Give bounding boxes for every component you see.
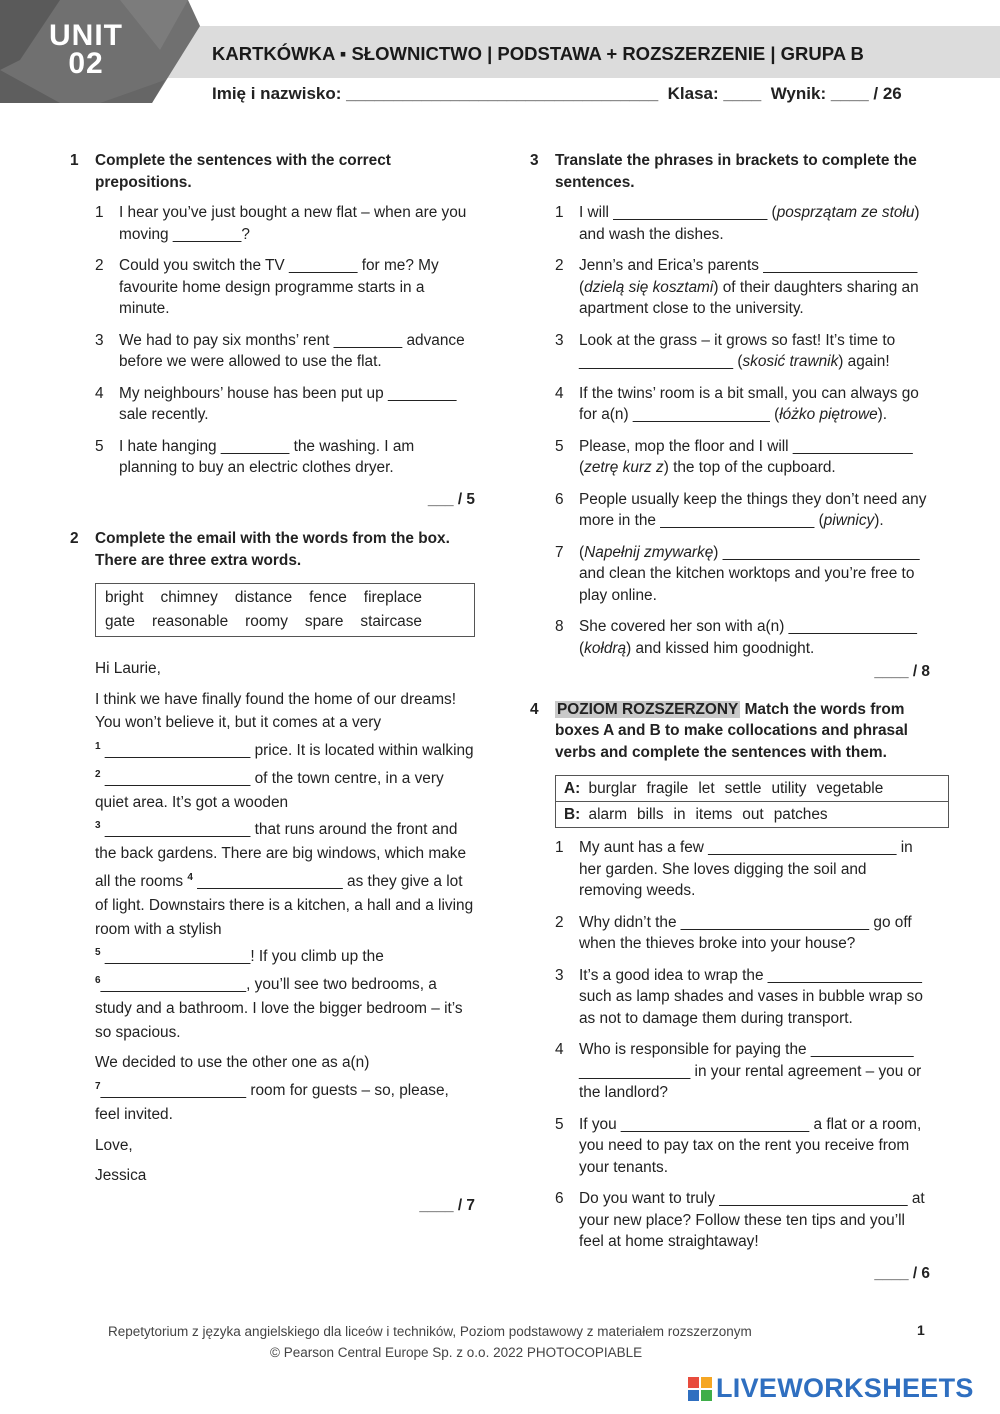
email-signature: Jessica xyxy=(95,1167,147,1185)
list-item[interactable]: 4 If the twins’ room is a bit small, you can always go for a(n) ________________ (łóżko piętrowe). xyxy=(555,384,919,423)
name-label: Imię i nazwisko: xyxy=(212,84,342,103)
unit-word: UNIT xyxy=(49,19,123,52)
item-number: 4 xyxy=(555,1041,564,1058)
item-text[interactable]: Do you want to truly ______________________ at your new place? Follow these ten tips and you’ll feel at home straightaway! xyxy=(579,1190,925,1250)
item-text[interactable]: It’s a good idea to wrap the __________________ such as lamp shades and vases in bubble wrap so as not to damage them during transport. xyxy=(579,966,923,1027)
list-item[interactable]: 1 I will __________________ (posprzątam ze stołu) and wash the dishes. xyxy=(555,204,920,243)
class-field[interactable]: ____ xyxy=(723,84,762,103)
box-b: B: alarm bills in items out patches xyxy=(556,801,948,827)
gap-number: 5 xyxy=(95,947,101,959)
word-option: fragile xyxy=(646,780,689,797)
gap-number: 4 xyxy=(187,872,193,883)
email-paragraph[interactable]: We decided to use the other one as a(n) $^7$_________________ room for guests – so, please, feel invited. xyxy=(95,1054,449,1123)
word-option: bright xyxy=(105,589,144,606)
name-field[interactable]: _________________________________ xyxy=(346,84,659,103)
list-item xyxy=(95,436,475,479)
task-number: 1 xyxy=(70,152,79,169)
score-label: Wynik: xyxy=(770,84,827,103)
item-number: 8 xyxy=(555,618,564,635)
item-text[interactable]: We had to pay six months’ rent ________ advance before we were allowed to use the flat. xyxy=(119,331,465,370)
gap-number: 7 xyxy=(95,1081,101,1092)
item-number: 3 xyxy=(95,331,104,349)
task-score: ____ / 8 xyxy=(874,663,930,680)
task-score: ____ / 6 xyxy=(874,1264,930,1282)
list-item[interactable]: 5 Please, mop the floor and I will ______________ (zetrę kurz z) the top of the cupboard. xyxy=(555,437,913,476)
footer-credit: Repetytorium z języka angielskiego dla liceów i techników, Poziom podstawowy z materiałem rozszerzonym xyxy=(108,1324,752,1339)
word-option: gate xyxy=(105,613,135,630)
item-number: 5 xyxy=(555,1115,564,1133)
task-instruction: Complete the sentences with the correct prepositions. xyxy=(95,152,391,191)
word-option: bills xyxy=(637,806,664,823)
level-tag: POZIOM ROZSZERZONY xyxy=(557,700,739,718)
item-number: 7 xyxy=(555,543,564,561)
item-number: 3 xyxy=(555,966,564,984)
item-text[interactable]: Could you switch the TV ________ for me? My favourite home design programme starts in a minute. xyxy=(119,257,439,317)
item-text[interactable]: I hear you’ve just bought a new flat – when are you moving ________? xyxy=(119,204,467,243)
item-number: 4 xyxy=(555,384,564,402)
word-option: chimney xyxy=(160,589,218,606)
task-number: 2 xyxy=(70,530,79,547)
list-item xyxy=(555,912,930,955)
word-option: roomy xyxy=(245,613,288,630)
item-number: 1 xyxy=(555,839,564,856)
student-info-line xyxy=(212,82,902,106)
item-number: 1 xyxy=(555,204,564,221)
class-label: Klasa: xyxy=(667,84,719,103)
list-item xyxy=(555,837,930,902)
item-text[interactable]: If you ______________________ a flat or a room, you need to pay tax on the rent you receive from your tenants. xyxy=(579,1115,922,1176)
word-option: staircase xyxy=(360,613,422,630)
item-text[interactable]: My neighbours’ house has been put up ________ sale recently. xyxy=(119,384,457,423)
email-paragraph[interactable]: I think we have finally found the home of our dreams! You won’t believe it, but it comes at a very $^1$ _________________ price. It is located within walking $^2$ _________________ of the town centre, in a very quiet area. It’s got a wooden $^3$ _________________ that runs around the front and the back gardens. There are big windows, which make all the rooms $^4$ _________________ as they give a lot of light. Downstairs there is a kitchen, a hall and a living room with a stylish $^5$ _________________! If you climb up the $^6$_________________, you’ll see two bedrooms, a study and a bathroom. I love the bigger bedroom – it’s so spacious. xyxy=(95,690,474,1041)
gap-number: 3 xyxy=(95,820,101,832)
item-number: 2 xyxy=(555,257,564,274)
email-closing: Love, xyxy=(95,1136,133,1154)
item-number: 5 xyxy=(555,437,564,455)
score-total: / 26 xyxy=(873,84,902,103)
word-option: fireplace xyxy=(363,589,422,606)
list-item xyxy=(95,383,475,426)
task-3 xyxy=(530,150,930,683)
liveworksheets-logo-icon xyxy=(688,1377,712,1401)
task-2 xyxy=(70,528,475,1216)
task-instruction: POZIOM ROZSZERZONY Match the words from boxes A and B to make collocations and phrasal verbs and complete the sentences with them. xyxy=(555,700,908,761)
list-item xyxy=(555,1114,930,1179)
item-number: 6 xyxy=(555,490,564,508)
task-instruction: Translate the phrases in brackets to complete the sentences. xyxy=(555,152,917,191)
list-item[interactable]: 2 Jenn’s and Erica’s parents __________________ (dzielą się kosztami) of their daughters sharing an apartment close to the university. xyxy=(555,257,919,317)
word-option: distance xyxy=(234,589,293,606)
task-score: ___ / 5 xyxy=(427,490,475,508)
unit-number: 02 xyxy=(68,47,104,80)
item-number: 4 xyxy=(95,384,104,402)
task-1-items xyxy=(95,202,475,479)
word-box-row xyxy=(105,610,465,634)
word-option: let xyxy=(698,780,715,797)
left-column xyxy=(70,150,475,1216)
list-item xyxy=(95,255,475,320)
unit-label xyxy=(38,19,134,80)
task-4 xyxy=(530,699,930,1285)
liveworksheets-logo[interactable] xyxy=(688,1372,974,1406)
liveworksheets-wordmark: LIVEWORKSHEETS xyxy=(716,1373,974,1404)
word-option: burglar xyxy=(588,780,637,797)
item-text[interactable]: Why didn’t the ______________________ go off when the thieves broke into your house? xyxy=(579,913,912,952)
word-option: in xyxy=(673,806,686,823)
email-text xyxy=(95,657,475,1188)
word-option: spare xyxy=(304,613,344,630)
word-option: items xyxy=(695,806,733,823)
word-option: utility xyxy=(771,780,807,797)
email-greeting: Hi Laurie, xyxy=(95,660,161,677)
list-item[interactable]: 7 (Napełnij zmywarkę) _______________________ and clean the kitchen worktops and you’re free to play online. xyxy=(555,543,920,604)
footer-copyright: © Pearson Central Europe Sp. z o.o. 2022 PHOTOCOPIABLE xyxy=(270,1345,643,1360)
list-item xyxy=(555,1188,930,1253)
page-title: KARTKÓWKA ▪ SŁOWNICTWO | PODSTAWA + ROZSZERZENIE | GRUPA B xyxy=(212,43,864,64)
list-item[interactable]: 8 She covered her son with a(n) _______________ (kołdrą) and kissed him goodnight. xyxy=(555,618,917,657)
task-score: ____ / 7 xyxy=(419,1196,475,1214)
task-3-items xyxy=(555,202,930,659)
task-number: 3 xyxy=(530,152,539,169)
item-number: 2 xyxy=(555,913,564,931)
right-column xyxy=(530,150,930,1284)
word-option: reasonable xyxy=(151,613,229,630)
word-option: vegetable xyxy=(816,780,884,797)
list-item xyxy=(95,202,475,245)
word-box-ab xyxy=(555,775,949,828)
item-number: 6 xyxy=(555,1190,564,1207)
item-number: 3 xyxy=(555,331,564,349)
item-number: 1 xyxy=(95,204,104,221)
list-item xyxy=(555,965,930,1030)
box-a: A: burglar fragile let settle utility vegetable xyxy=(564,780,884,797)
list-item[interactable]: 3 Look at the grass – it grows so fast! It’s time to __________________ (skosić trawnik) again! xyxy=(555,331,896,370)
item-number: 2 xyxy=(95,257,104,274)
list-item xyxy=(95,330,475,373)
score-field[interactable]: ____ xyxy=(830,84,869,103)
list-item xyxy=(555,1039,930,1104)
item-number: 5 xyxy=(95,437,104,455)
gap-number: 6 xyxy=(95,975,101,987)
word-option: patches xyxy=(773,806,828,823)
task-number: 4 xyxy=(530,700,539,718)
gap-number: 2 xyxy=(95,768,101,780)
word-option: fence xyxy=(309,589,347,606)
word-option: out xyxy=(742,806,764,823)
word-box xyxy=(95,583,475,637)
item-text[interactable]: My aunt has a few ______________________ in her garden. She loves digging the soil and removing weeds. xyxy=(579,839,913,899)
task-4-items xyxy=(555,837,930,1253)
word-box-row xyxy=(105,586,465,610)
item-text[interactable]: I hate hanging ________ the washing. I am planning to buy an electric clothes dryer. xyxy=(119,437,415,476)
word-option: settle xyxy=(724,780,762,797)
word-option: alarm xyxy=(588,806,628,823)
task-1 xyxy=(70,150,475,510)
list-item[interactable]: 6 People usually keep the things they don’t need any more in the __________________ (piwnicy). xyxy=(555,490,927,529)
gap-number: 1 xyxy=(95,741,101,753)
task-instruction: Complete the email with the words from the box. There are three extra words. xyxy=(95,530,450,569)
item-text[interactable]: Who is responsible for paying the ____________ _____________ in your rental agreement – you or the landlord? xyxy=(579,1041,922,1101)
page-number: 1 xyxy=(917,1322,925,1338)
